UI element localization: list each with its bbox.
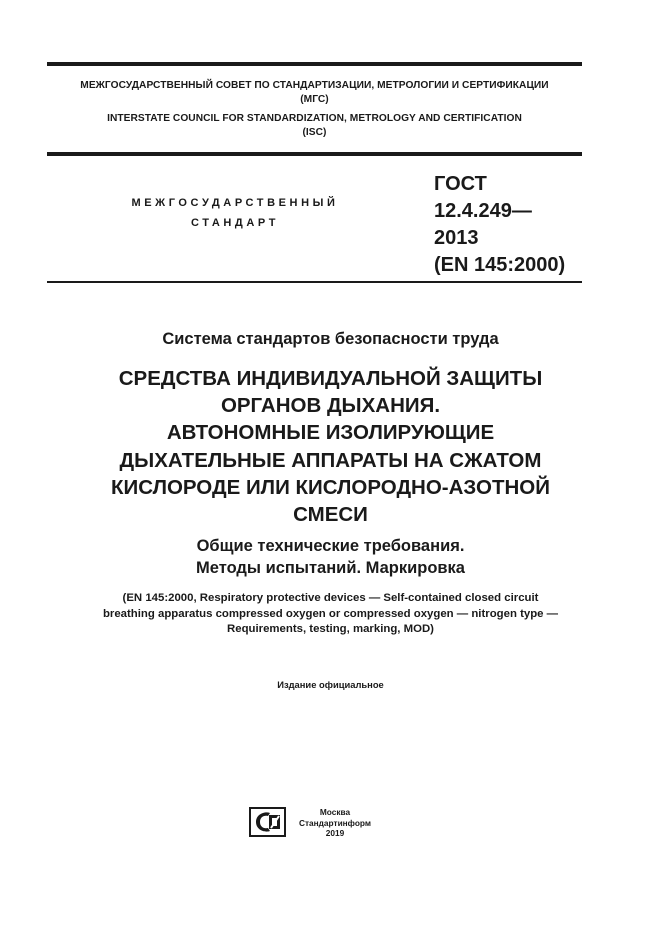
series-title: Система стандартов безопасности труда bbox=[162, 330, 499, 348]
subtitle-line: Общие технические требования. bbox=[196, 537, 465, 555]
designation-line1: ГОСТ bbox=[434, 173, 487, 195]
english-title-line: Requirements, testing, marking, MOD) bbox=[227, 623, 434, 635]
top-rule bbox=[47, 62, 582, 66]
designation-line2: 12.4.249— bbox=[434, 200, 532, 222]
designation-line4: (EN 145:2000) bbox=[434, 254, 566, 276]
council-abbr-en: (ISC) bbox=[302, 127, 327, 138]
bottom-rule bbox=[47, 281, 582, 283]
council-name-en: INTERSTATE COUNCIL FOR STANDARDIZATION, METROLOGY AND CERTIFICATION bbox=[107, 113, 522, 124]
english-title bbox=[10, 591, 651, 638]
main-title bbox=[20, 365, 641, 528]
publisher-block bbox=[295, 807, 375, 839]
main-title-line: ДЫХАТЕЛЬНЫЕ АППАРАТЫ НА СЖАТОМ bbox=[119, 448, 542, 472]
subtitle-line: Методы испытаний. Маркировка bbox=[196, 559, 465, 577]
main-title-line: АВТОНОМНЫЕ ИЗОЛИРУЮЩИЕ bbox=[166, 421, 495, 445]
designation-line3: 2013 bbox=[434, 227, 479, 249]
publisher-city: Москва bbox=[319, 807, 351, 817]
edition-note: Издание официальное bbox=[277, 679, 384, 690]
council-abbr-ru: (МГС) bbox=[300, 94, 329, 105]
standard-type bbox=[100, 193, 370, 233]
publisher-logo-icon bbox=[249, 807, 286, 837]
subtitle bbox=[0, 535, 661, 579]
main-title-line: КИСЛОРОДЕ ИЛИ КИСЛОРОДНО-АЗОТНОЙ bbox=[111, 475, 550, 499]
standard-designation bbox=[434, 171, 565, 279]
standard-type-line2: СТАНДАРТ bbox=[190, 217, 280, 229]
english-title-line: (EN 145:2000, Respiratory protective devices — Self-contained closed circuit bbox=[122, 592, 539, 604]
english-title-line: breathing apparatus compressed oxygen or compressed oxygen — nitrogen type — bbox=[102, 607, 559, 620]
main-title-line: ОРГАНОВ ДЫХАНИЯ. bbox=[220, 394, 441, 418]
standard-type-line1: МЕЖГОСУДАРСТВЕННЫЙ bbox=[131, 197, 339, 209]
main-title-line: СМЕСИ bbox=[293, 503, 368, 527]
publisher-name: Стандартинформ bbox=[298, 817, 371, 828]
council-name-ru: МЕЖГОСУДАРСТВЕННЫЙ СОВЕТ ПО СТАНДАРТИЗАЦИИ, МЕТРОЛОГИИ И СЕРТИФИКАЦИИ bbox=[80, 80, 549, 91]
main-title-line: СРЕДСТВА ИНДИВИДУАЛЬНОЙ ЗАЩИТЫ bbox=[118, 367, 543, 390]
council-block bbox=[47, 79, 582, 140]
publication-year: 2019 bbox=[325, 828, 345, 839]
middle-rule bbox=[47, 152, 582, 156]
